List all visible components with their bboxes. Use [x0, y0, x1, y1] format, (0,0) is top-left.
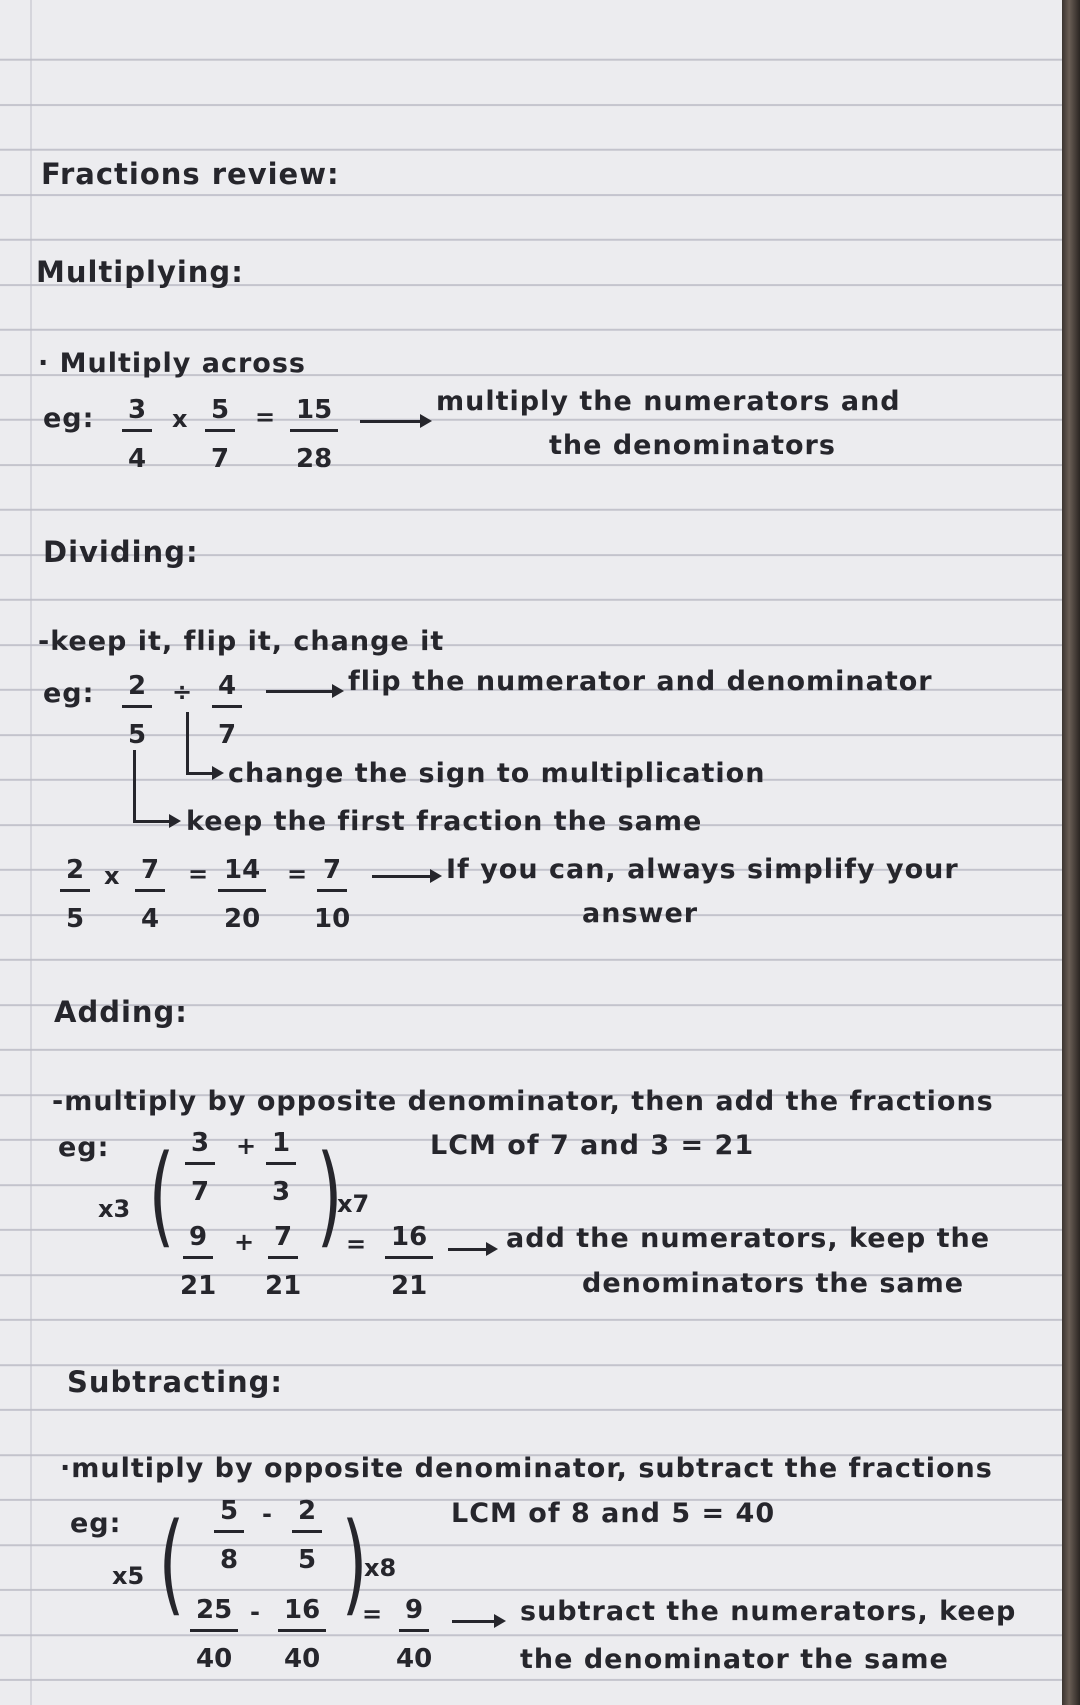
- bullet-multiply-across: · Multiply across: [38, 348, 306, 379]
- note-keep: keep the first fraction the same: [186, 806, 703, 837]
- heading-subtracting: Subtracting:: [67, 1365, 284, 1399]
- equals-sign: =: [255, 403, 276, 431]
- equals-sign: =: [188, 860, 209, 888]
- fraction: 2 5: [60, 857, 90, 932]
- eg-label: eg:: [43, 678, 95, 709]
- equals-sign: =: [346, 1230, 367, 1258]
- fraction-result: 7 10: [314, 855, 351, 934]
- branch-line: [186, 712, 189, 774]
- note-line: add the numerators, keep the: [506, 1223, 991, 1254]
- minus-sign: -: [250, 1598, 260, 1626]
- eg-label: eg:: [70, 1508, 122, 1539]
- arrow-icon: [452, 1620, 502, 1623]
- fraction: 3 4: [122, 397, 152, 472]
- fraction: 9 21: [180, 1222, 217, 1301]
- branch-line: [133, 750, 136, 822]
- fraction-result: 15 28: [290, 397, 338, 472]
- bullet-subtracting-rule: ·multiply by opposite denominator, subtract the fractions: [60, 1453, 993, 1484]
- left-parenthesis: (: [158, 1499, 185, 1627]
- arrow-icon: [133, 820, 177, 823]
- heading-multiplying: Multiplying:: [36, 255, 244, 289]
- note-line: the denominators: [549, 430, 836, 461]
- eg-label: eg:: [43, 403, 95, 434]
- multiply-sign: x: [172, 405, 188, 433]
- notebook-edge: [1062, 0, 1080, 1705]
- right-parenthesis: ): [341, 1499, 368, 1627]
- right-parenthesis: ): [316, 1131, 343, 1259]
- multiply-sign: x: [104, 862, 120, 890]
- note-simplify: If you can, always simplify your: [446, 854, 959, 885]
- left-multiplier: x5: [112, 1562, 145, 1590]
- fraction: 2 5: [122, 673, 152, 748]
- note-flip: flip the numerator and denominator: [348, 666, 933, 697]
- eg-label: eg:: [58, 1132, 110, 1163]
- note-line: denominators the same: [582, 1268, 965, 1299]
- note-line: subtract the numerators, keep: [520, 1596, 1017, 1627]
- fraction: 2 5: [292, 1498, 322, 1573]
- note-change: change the sign to multiplication: [228, 758, 766, 789]
- lcm-note: LCM of 7 and 3 = 21: [430, 1130, 755, 1161]
- fraction: 1 3: [266, 1130, 296, 1205]
- note-simplify: answer: [582, 898, 699, 929]
- equals-sign: =: [287, 860, 308, 888]
- equals-sign: =: [362, 1600, 383, 1628]
- fraction: 3 7: [185, 1130, 215, 1205]
- fraction: 7 21: [265, 1222, 302, 1301]
- fraction: 7 4: [135, 857, 165, 932]
- note-line: multiply the numerators and: [436, 386, 901, 417]
- heading-adding: Adding:: [54, 995, 188, 1029]
- fraction-result: 16 21: [385, 1224, 433, 1299]
- bullet-keep-flip-change: -keep it, flip it, change it: [38, 626, 445, 657]
- right-multiplier: x7: [337, 1190, 370, 1218]
- right-multiplier: x8: [364, 1554, 397, 1582]
- fraction: 4 7: [212, 673, 242, 748]
- left-multiplier: x3: [98, 1195, 131, 1223]
- fraction: 25 40: [190, 1597, 238, 1672]
- fraction: 5 8: [214, 1498, 244, 1573]
- arrow-icon: [186, 772, 220, 775]
- plus-sign: +: [236, 1132, 257, 1160]
- page-title: Fractions review:: [41, 157, 340, 191]
- arrow-icon: [360, 420, 428, 423]
- heading-dividing: Dividing:: [43, 535, 199, 569]
- arrow-icon: [266, 690, 340, 693]
- arrow-icon: [448, 1248, 494, 1251]
- divide-sign: ÷: [172, 678, 193, 706]
- fraction-result: 9 40: [396, 1595, 433, 1674]
- fraction: 14 20: [218, 857, 266, 932]
- fraction: 16 40: [278, 1597, 326, 1672]
- note-line: the denominator the same: [520, 1644, 949, 1675]
- arrow-icon: [372, 875, 438, 878]
- fraction: 5 7: [205, 397, 235, 472]
- minus-sign: -: [262, 1500, 272, 1528]
- left-parenthesis: (: [148, 1131, 175, 1259]
- plus-sign: +: [234, 1228, 255, 1256]
- bullet-adding-rule: -multiply by opposite denominator, then add the fractions: [52, 1086, 994, 1117]
- lcm-note: LCM of 8 and 5 = 40: [451, 1498, 776, 1529]
